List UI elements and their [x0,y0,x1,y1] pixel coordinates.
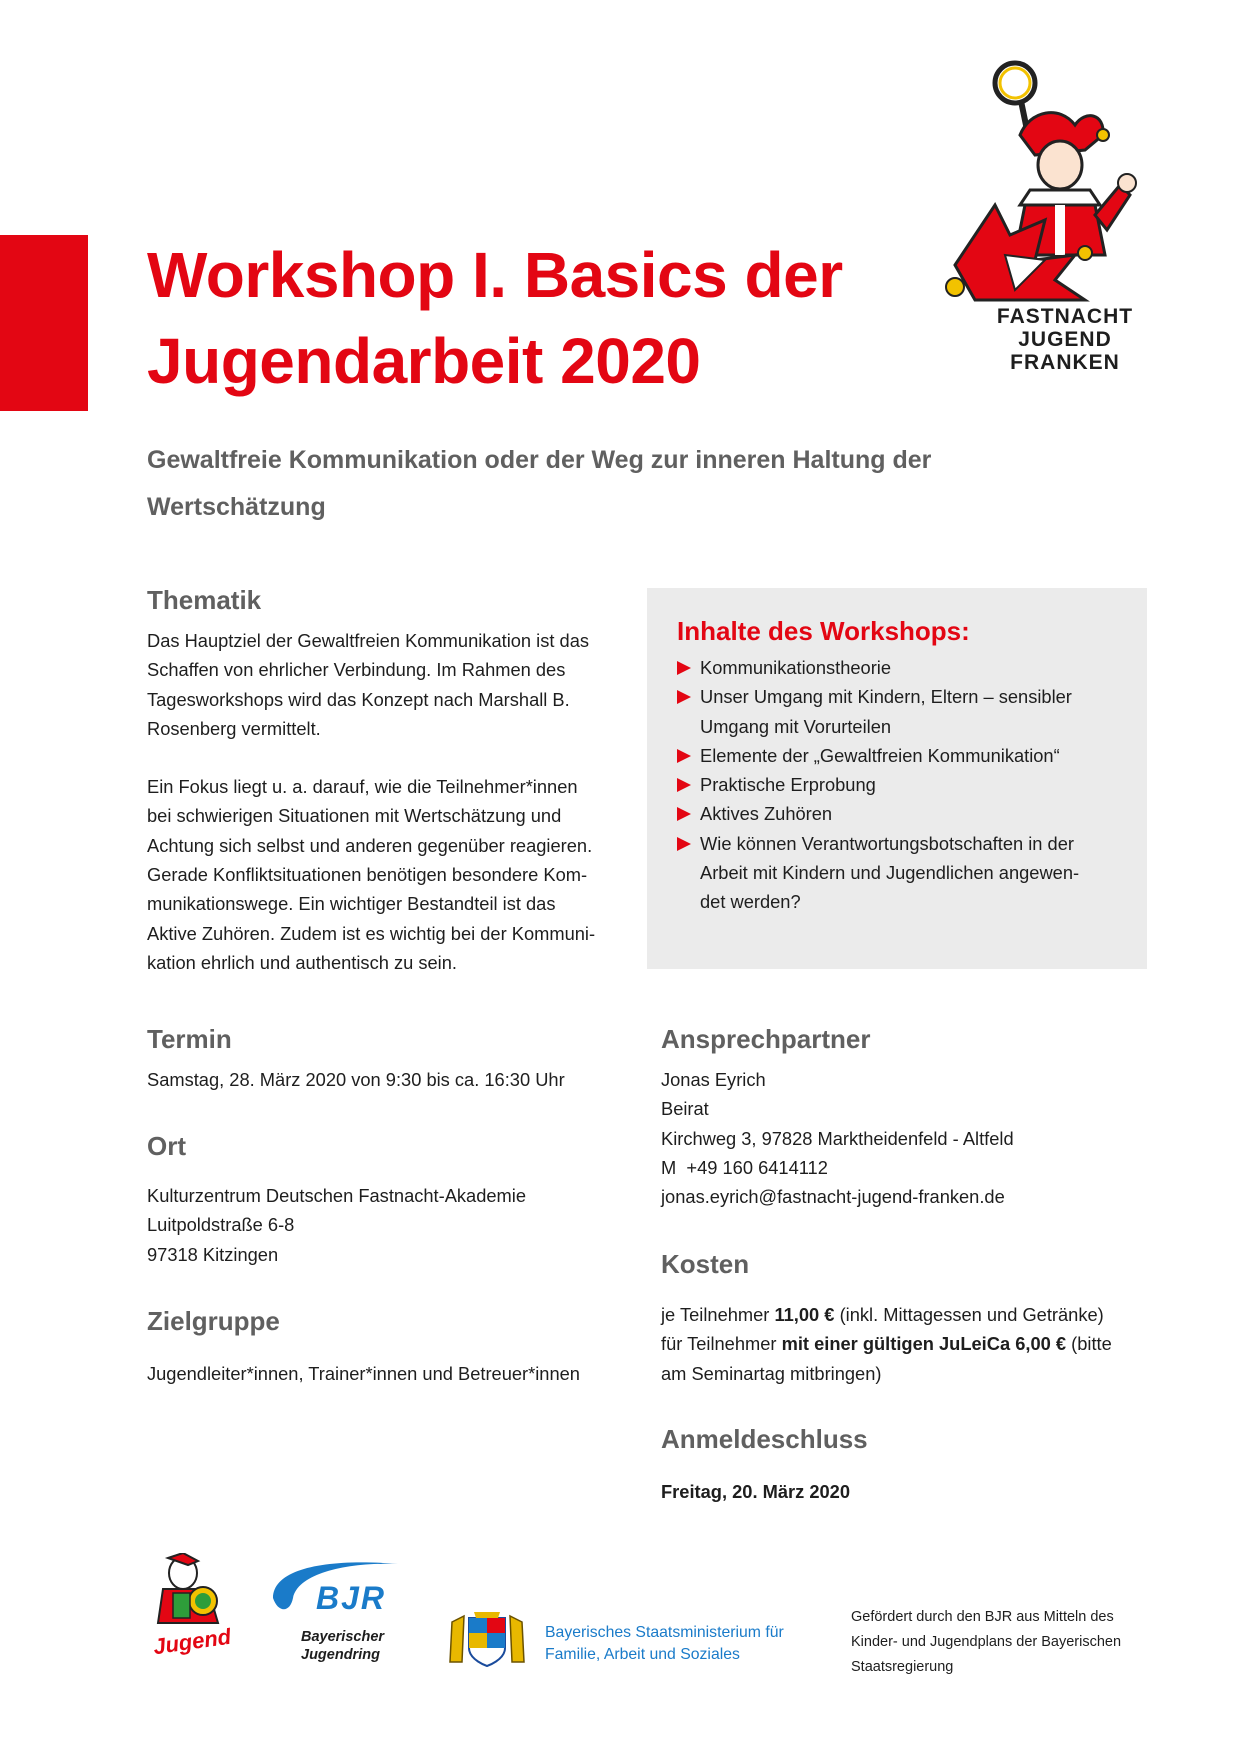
list-item: Kommunikationstheorie [677,653,1127,682]
thematik-paragraph-2: Ein Fokus liegt u. a. darauf, wie die Teilnehmer*innen bei schwierigen Situationen mit Wertschätzung und Achtung sich selbst und anderen gegenüber reagieren. Gerade Konfliktsituationen benötigen besondere Kom- munikationswege. Ein wichtiger Bestandteil ist das Aktive Zuhören. Zudem ist es wichtig bei der Kommuni- kation ehrlich und authentisch zu sein. [147,776,596,973]
page-subtitle: Gewaltfreie Kommunikation oder der Weg zur inneren Haltung der Wertschätzung [147,446,932,521]
list-item: Elemente der „Gewaltfreien Kommunikation“ [677,741,1127,770]
kosten-text: je Teilnehmer 11,00 € (inkl. Mittagessen und Getränke) für Teilnehmer mit einer gültigen JuLeiCa 6,00 € (bitte am Seminartag mitbringen) [661,1304,1112,1384]
thematik-heading: Thematik [147,585,262,615]
ansprechpartner-contact [661,1065,1141,1211]
list-item: Unser Umgang mit Kindern, Eltern – sensibler Umgang mit Vorurteilen [677,682,1127,741]
list-item: Aktives Zuhören [677,799,1127,828]
anmeldeschluss-heading: Anmeldeschluss [661,1424,868,1454]
jester-mascot-icon [935,55,1150,325]
fastnacht-jugend-logo [935,55,1150,385]
ort-address: Kulturzentrum Deutschen Fastnacht-Akademie Luitpoldstraße 6-8 97318 Kitzingen [147,1185,527,1265]
bullet-triangle-icon [677,778,691,792]
bullet-triangle-icon [677,807,691,821]
accent-bar [0,235,88,411]
anmeldeschluss-date: Freitag, 20. März 2020 [661,1481,850,1502]
zielgruppe-text: Jugendleiter*innen, Trainer*innen und Betreuer*innen [147,1363,580,1384]
inhalte-list [677,653,1127,917]
contact-role: Beirat [661,1098,709,1120]
termin-heading: Termin [147,1024,232,1054]
title-line-2: Jugendarbeit 2020 [147,325,701,397]
list-item: Praktische Erprobung [677,770,1127,799]
contact-name: Jonas Eyrich [661,1069,766,1090]
termin-text: Samstag, 28. März 2020 von 9:30 bis ca. 16:30 Uhr [147,1069,565,1090]
ansprechpartner-heading: Ansprechpartner [661,1024,871,1054]
bullet-triangle-icon [677,837,691,851]
thematik-paragraph-1: Das Hauptziel der Gewaltfreien Kommunikation ist das Schaffen von ehrlicher Verbindung. Im Rahmen des Tagesworkshops wird das Konzept nach Marshall B. Rosenberg vermittelt. [147,630,589,739]
funding-note: Gefördert durch den BJR aus Mitteln des Kinder- und Jugendplans der Bayerischen Staatsregierung [851,1609,1122,1675]
bullet-triangle-icon [677,690,691,704]
ministry-name: Bayerisches Staatsministerium für Familie, Arbeit und Soziales [545,1624,784,1663]
inhalte-box [647,588,1147,969]
bullet-triangle-icon [677,661,691,675]
contact-address: Kirchweg 3, 97828 Marktheidenfeld - Altfeld [661,1127,1014,1149]
ort-heading: Ort [147,1131,186,1161]
thematik-text [147,626,637,977]
logo-wordmark: FASTNACHT JUGEND FRANKEN [996,305,1134,374]
title-line-1: Workshop I. Basics der [147,239,843,311]
phone-prefix: M [661,1156,677,1178]
jugend-mascot-logo: Jugend [148,1553,233,1661]
list-item: Wie können Verantwortungsbotschaften in der Arbeit mit Kindern und Jugendlichen angewen- det werden? [677,829,1127,917]
zielgruppe-heading: Zielgruppe [147,1306,280,1336]
inhalte-heading: Inhalte des Workshops: [677,616,970,646]
contact-email-link[interactable]: jonas.eyrich@fastnacht-jugend-franken.de [661,1186,1005,1208]
bavarian-coat-of-arms [444,1612,530,1670]
bjr-logo: BJR Bayerischer Jugendring [268,1558,408,1678]
price-standard: 11,00 € [774,1304,835,1325]
contact-phone[interactable]: +49 160 6414112 [686,1156,828,1178]
page-title [147,232,967,404]
price-juleica: mit einer gültigen JuLeiCa 6,00 € [781,1333,1067,1355]
bullet-triangle-icon [677,749,691,763]
coat-of-arms-icon [444,1612,530,1670]
kosten-heading: Kosten [661,1249,750,1279]
